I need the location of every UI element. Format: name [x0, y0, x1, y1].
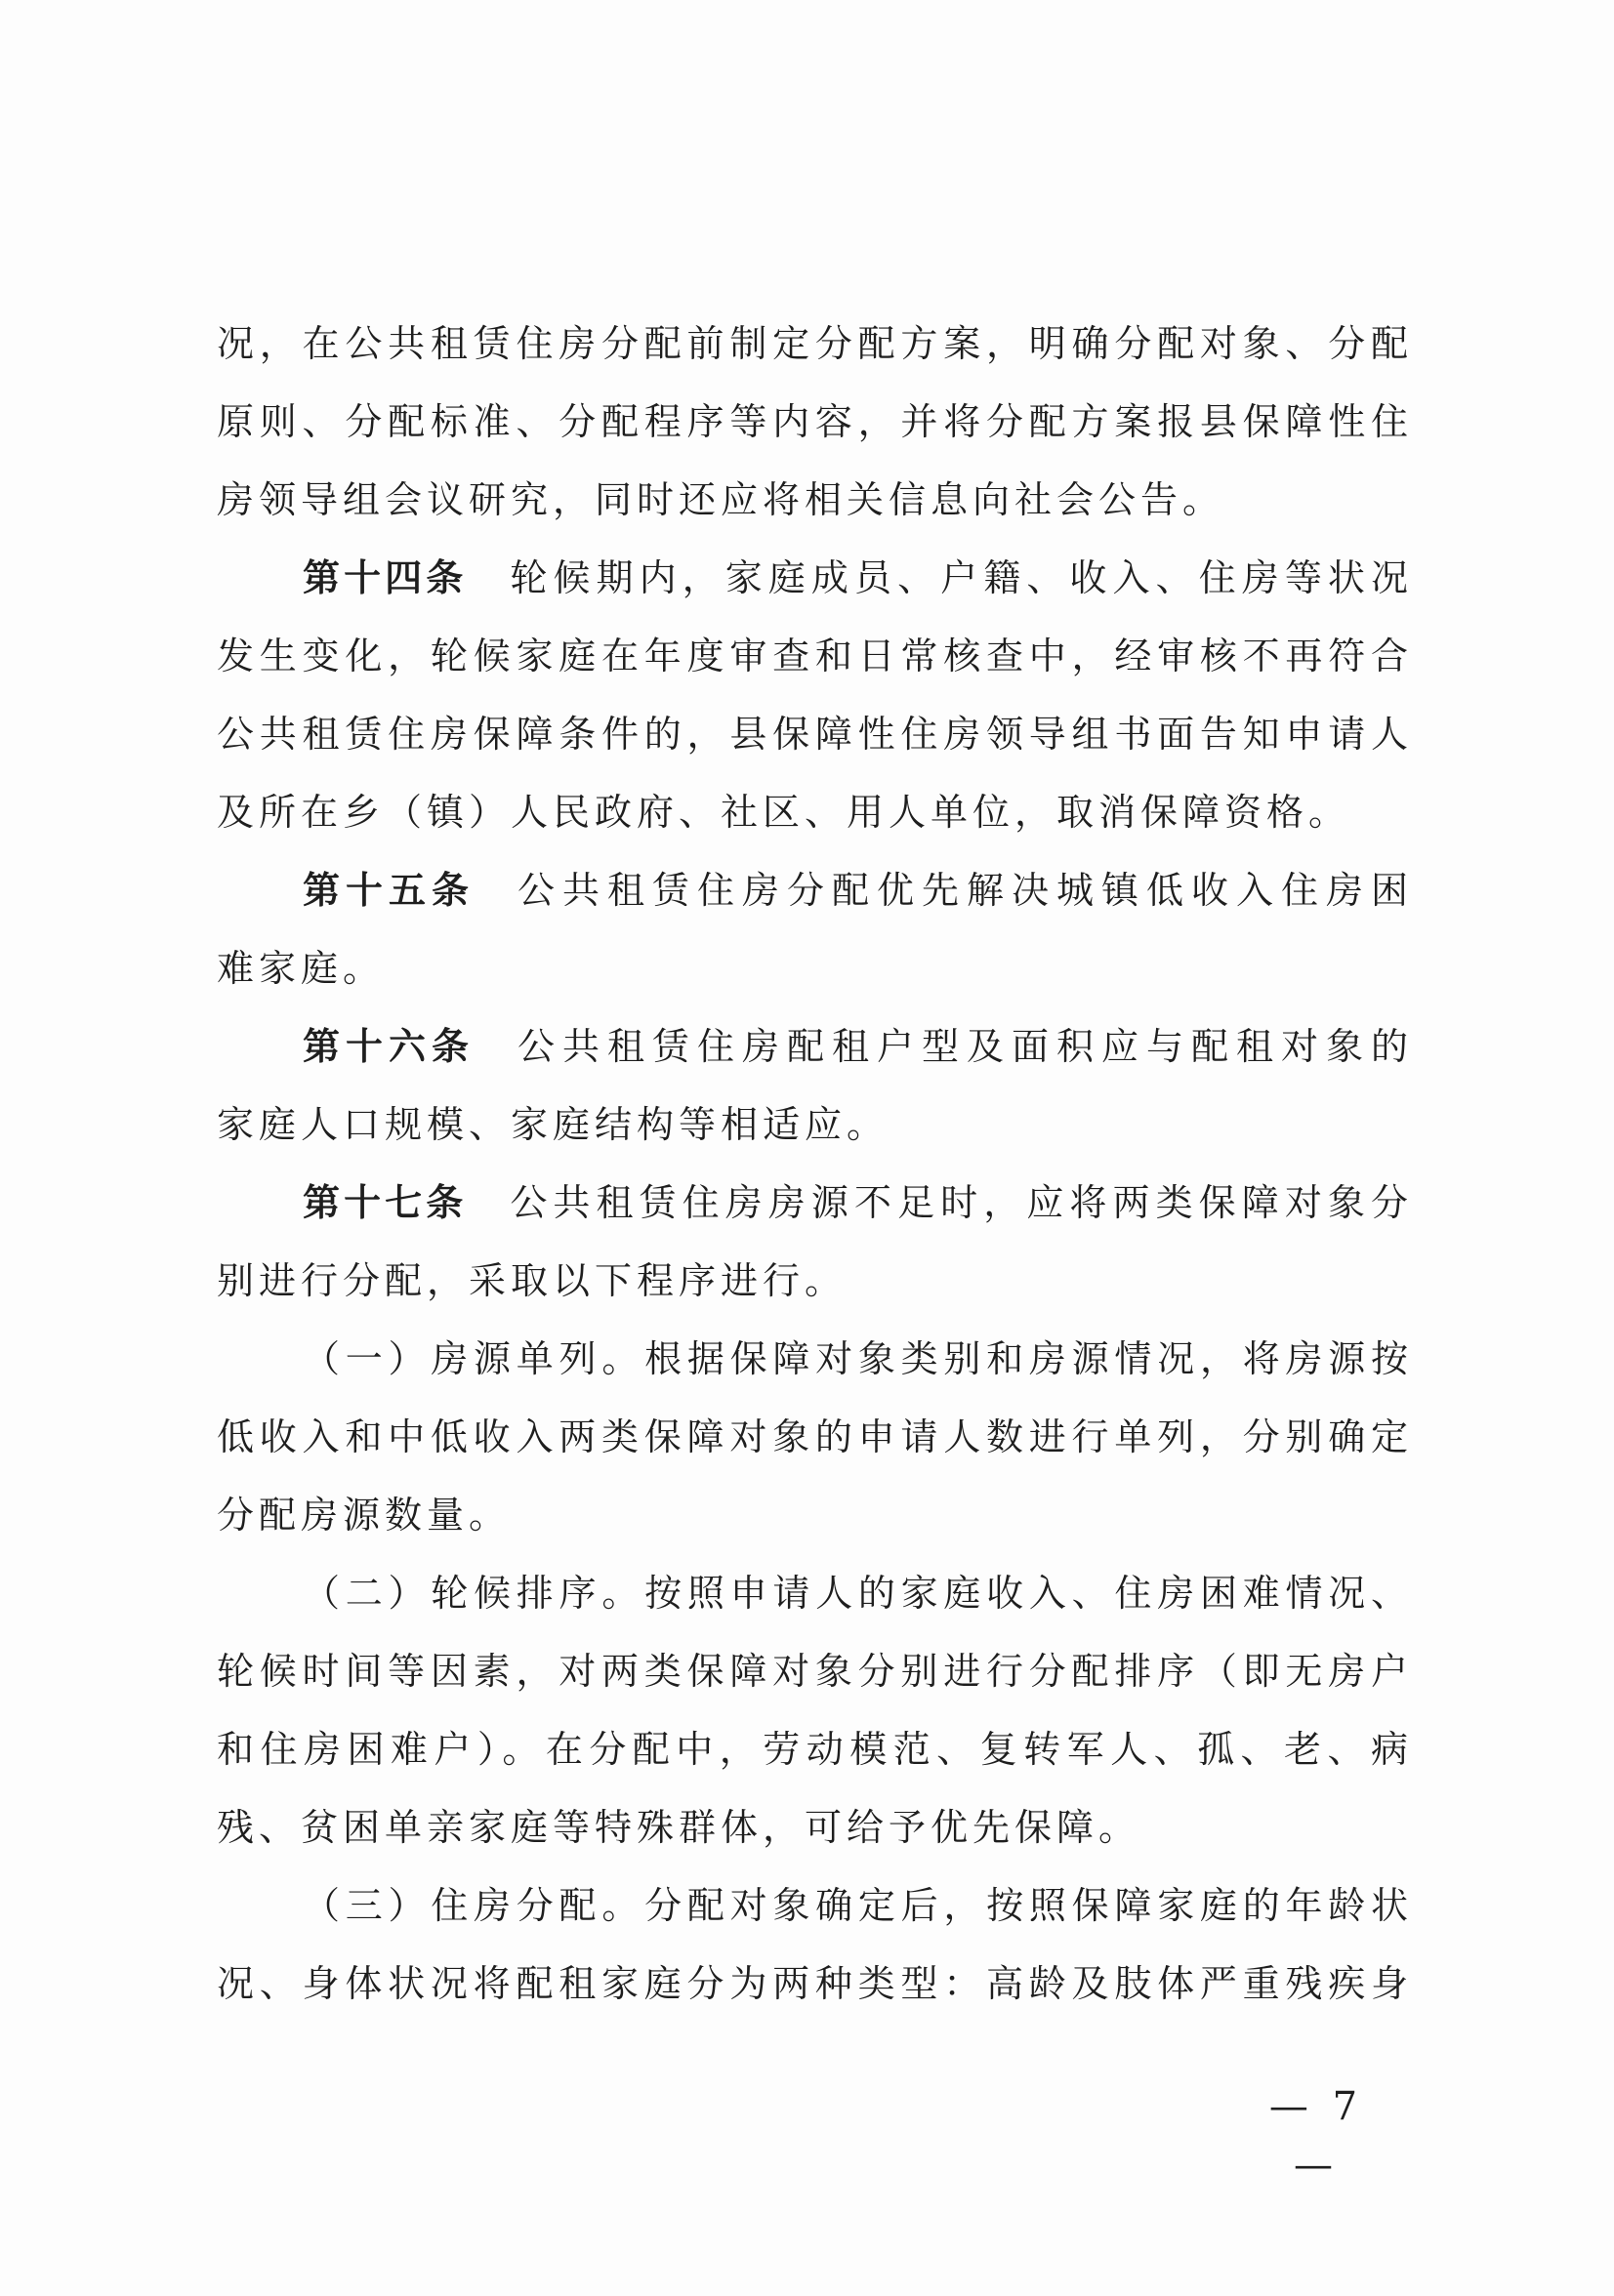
text-line: 况，在公共租赁住房分配前制定分配方案，明确分配对象、分配	[217, 322, 1413, 365]
text-line: 及所在乡（镇）人民政府、社区、用人单位，取消保障资格。	[217, 791, 1351, 834]
text-line: 家庭人口规模、家庭结构等相适应。	[217, 1103, 890, 1146]
article-15-line: 第十五条 公共租赁住房分配优先解决城镇低收入住房困	[303, 869, 1413, 912]
article-15-heading: 第十五条	[303, 869, 475, 912]
item-2-line: （二）轮候排序。按照申请人的家庭收入、住房困难情况、	[303, 1572, 1413, 1615]
text-line: 房领导组会议研究，同时还应将相关信息向社会公告。	[217, 478, 1225, 521]
text-line: 分配房源数量。	[217, 1494, 512, 1537]
text-line: 难家庭。	[217, 947, 386, 990]
text-line: 况、身体状况将配租家庭分为两种类型：高龄及肢体严重残疾身	[217, 1962, 1413, 2005]
item-1-line: （一）房源单列。根据保障对象类别和房源情况，将房源按	[303, 1337, 1413, 1380]
text-line: 轮候时间等因素，对两类保障对象分别进行分配排序（即无房户	[217, 1650, 1413, 1693]
article-17-line: 第十七条 公共租赁住房房源不足时，应将两类保障对象分	[303, 1181, 1413, 1224]
text-line: 发生变化，轮候家庭在年度审查和日常核查中，经审核不再符合	[217, 635, 1413, 677]
article-16-line: 第十六条 公共租赁住房配租户型及面积应与配租对象的	[303, 1025, 1413, 1068]
article-17-heading: 第十七条	[303, 1181, 468, 1224]
text-line: 别进行分配，采取以下程序进行。	[217, 1259, 848, 1302]
article-14-line: 第十四条 轮候期内，家庭成员、户籍、收入、住房等状况	[303, 556, 1413, 599]
text-line: 原则、分配标准、分配程序等内容，并将分配方案报县保障性住	[217, 400, 1413, 443]
item-3-line: （三）住房分配。分配对象确定后，按照保障家庭的年龄状	[303, 1884, 1413, 1927]
text-line: 和住房困难户）。在分配中，劳动模范、复转军人、孤、老、病	[217, 1728, 1413, 1771]
page-number: — 7 —	[1268, 2084, 1364, 2188]
text-line: 公共租赁住房保障条件的，县保障性住房领导组书面告知申请人	[217, 713, 1413, 756]
body-text	[217, 305, 1413, 2023]
text-line: 残、贫困单亲家庭等特殊群体，可给予优先保障。	[217, 1806, 1141, 1849]
article-14-heading: 第十四条	[303, 556, 468, 599]
text-line: 低收入和中低收入两类保障对象的申请人数进行单列，分别确定	[217, 1415, 1413, 1458]
article-16-heading: 第十六条	[303, 1025, 475, 1068]
